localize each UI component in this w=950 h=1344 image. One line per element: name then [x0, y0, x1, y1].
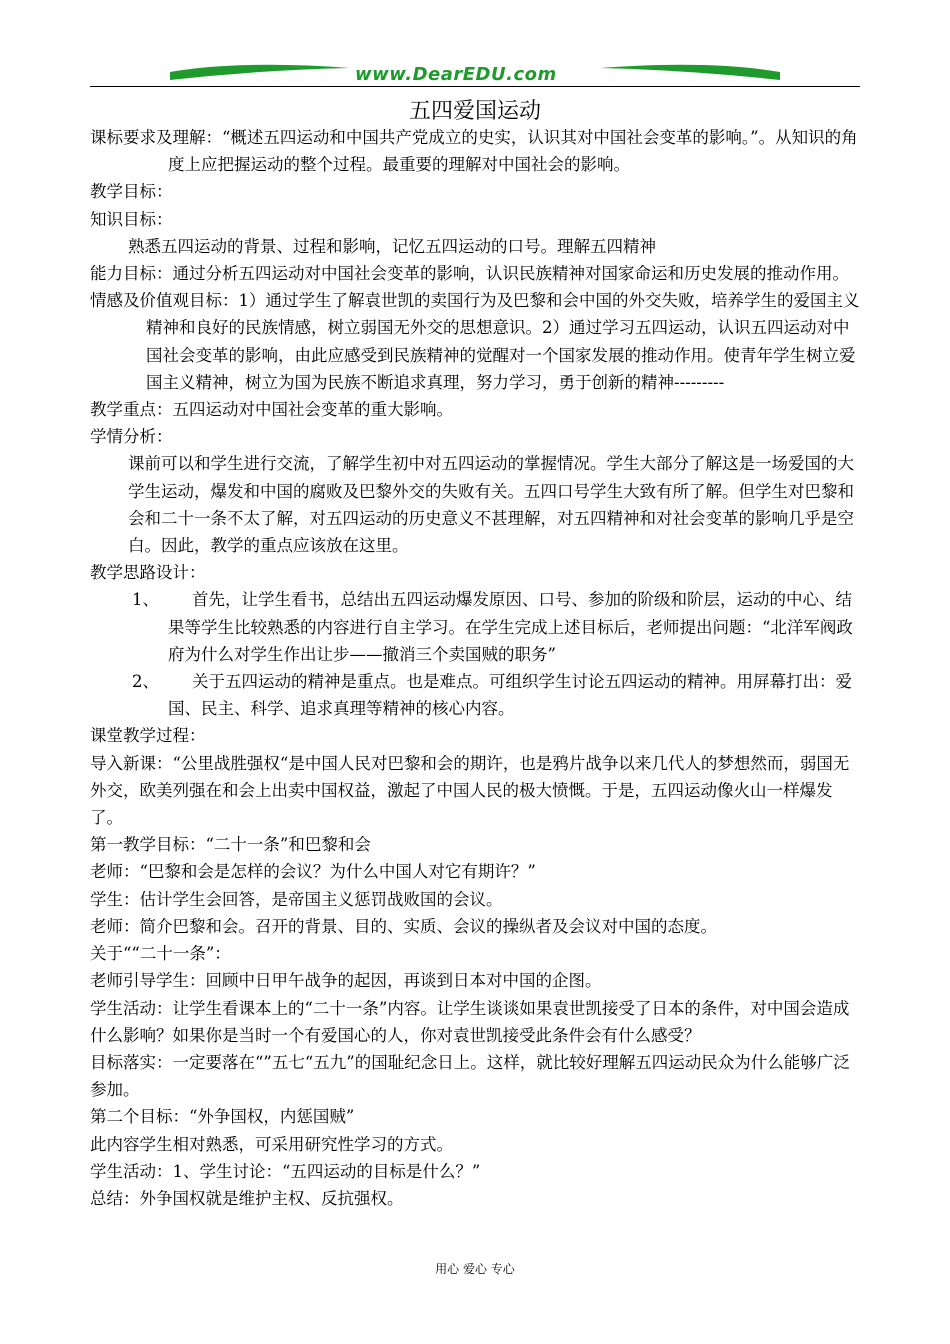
- paragraph-teacher-q: 老师：“巴黎和会是怎样的会议？为什么中国人对它有期许？”: [90, 862, 536, 882]
- list-item: [90, 668, 862, 722]
- page-title: 五四爱国运动: [408, 99, 541, 124]
- paragraph-ability: 能力目标：通过分析五四运动对中国社会变革的影响，认识民族精神对国家命运和历史发展的推动作用。: [90, 264, 849, 284]
- heading-process: 课堂教学过程：: [90, 726, 206, 746]
- paragraph-emotion: 情感及价值观目标：1）通过学生了解袁世凯的卖国行为及巴黎和会中国的外交失败，培养学生的爱国主义精神和良好的民族情感，树立弱国无外交的思想意识。2）通过学习五四运动，认识五四运动对中国社会变革的影响，由此应感受到民族精神的觉醒对一个国家发展的推动作用。使青年学生树立爱国主义精神，树立为国为民族不断追求真理，努力学习，勇于创新的精神---------: [90, 291, 860, 392]
- paragraph-analysis: 课前可以和学生进行交流，了解学生初中对五四运动的掌握情况。学生大部分了解这是一场爱国的大学生运动，爆发和中国的腐败及巴黎外交的失败有关。五四口号学生大致有所了解。但学生对巴黎和会和二十一条不太了解，对五四运动的历史意义不甚理解，对五四精神和对社会变革的影响几乎是空白。因此，教学的重点应该放在这里。: [128, 454, 854, 556]
- paragraph-summary: 总结：外争国权就是维护主权、反抗强权。: [90, 1188, 404, 1208]
- list-number: 2、: [132, 672, 159, 692]
- list-number: 1、: [132, 590, 159, 610]
- paragraph-activity: 学生活动：让学生看课本上的“二十一条”内容。让学生谈谈如果袁世凯接受了日本的条件，对中国会造成什么影响？如果你是当时一个有爱国心的人，你对袁世凯接受此条件会有什么感受？: [90, 998, 850, 1045]
- paragraph-student-a: 学生：估计学生会回答，是帝国主义惩罚战败国的会议。: [90, 889, 503, 909]
- heading-design: 教学思路设计：: [90, 563, 206, 583]
- list-text: 首先，让学生看书，总结出五四运动爆发原因、口号、参加的阶级和阶层，运动的中心、结果等学生比较熟悉的内容进行自主学习。在学生完成上述目标后，老师提出问题：“北洋军阀政府为什么对学生作出让步——撤消三个卖国贼的职务”: [168, 590, 853, 664]
- paragraph-focus: 教学重点：五四运动对中国社会变革的重大影响。: [90, 400, 453, 420]
- list-text: 关于五四运动的精神是重点。也是难点。可组织学生讨论五四运动的精神。用屏幕打出：爱国、民主、科学、追求真理等精神的核心内容。: [168, 672, 852, 719]
- page-footer: 用心 爱心 专心: [435, 1262, 515, 1276]
- list-item: [90, 586, 862, 668]
- paragraph-activity2: 学生活动：1、学生讨论：“五四运动的目标是什么？”: [90, 1161, 481, 1181]
- paragraph-standard: 课标要求及理解：“概述五四运动和中国共产党成立的史实，认识其对中国社会变革的影响。”。从知识的角度上应把握运动的整个过程。最重要的理解对中国社会的影响。: [90, 128, 858, 175]
- paragraph-target: 目标落实：一定要落在“”五七“五九”的国耻纪念日上。这样，就比较好理解五四运动民众为什么能够广泛参加。: [90, 1052, 850, 1100]
- paragraph-goal1: 第一教学目标：“二十一条”和巴黎和会: [90, 835, 371, 855]
- paragraph-knowledge: 熟悉五四运动的背景、过程和影响，记忆五四运动的口号。理解五四精神: [128, 236, 656, 256]
- heading-goals: 教学目标：: [90, 182, 173, 202]
- heading-knowledge: 知识目标：: [90, 209, 173, 229]
- document-body: [90, 124, 862, 1212]
- paragraph-goal2: 第二个目标：“外争国权，内惩国贼”: [90, 1107, 355, 1127]
- paragraph-about21: 关于““二十一条”：: [90, 944, 231, 964]
- paragraph-method: 此内容学生相对熟悉，可采用研究性学习的方式。: [90, 1134, 453, 1154]
- paragraph-teacher-guide: 老师引导学生：回顾中日甲午战争的起因，再谈到日本对中国的企图。: [90, 971, 602, 991]
- paragraph-intro: 导入新课：“公里战胜强权“是中国人民对巴黎和会的期许，也是鸦片战争以来几代人的梦想然而，弱国无外交，欧美列强在和会上出卖中国权益，激起了中国人民的极大愤慨。于是，五四运动像火山一样爆发了。: [90, 753, 850, 828]
- paragraph-teacher-intro: 老师：简介巴黎和会。召开的背景、目的、实质、会议的操纵者及会议对中国的态度。: [90, 916, 717, 936]
- heading-analysis: 学情分析：: [90, 427, 173, 447]
- header-divider: [90, 86, 860, 87]
- site-url[interactable]: www.DearEDU.com: [355, 64, 557, 85]
